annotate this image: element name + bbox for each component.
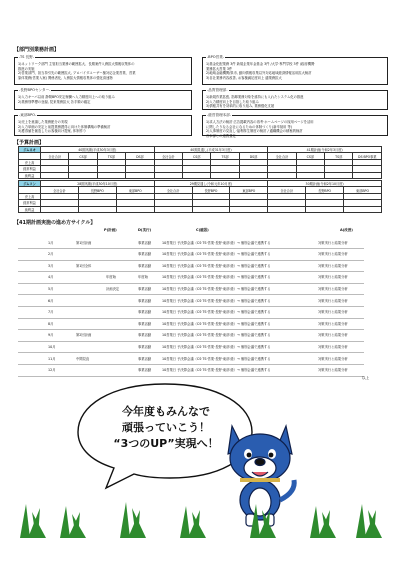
- table2-period-1: 28期実績(平成30年10月度): [41, 181, 155, 187]
- cycle-month: 7月: [48, 310, 54, 315]
- col-header: 全社合計: [154, 153, 182, 159]
- col-header: DS部: [239, 153, 267, 159]
- col-header: DS部: [126, 153, 154, 159]
- plan-box-line: 2)業務別準標の登録, 従来業務拡大 各手順の確定: [18, 99, 91, 104]
- cycle-check: 10営業日 予決算会議（CS·TS·営業·長野·東部·経）→ 個別会議で連携する: [162, 356, 271, 361]
- table1-period-1: 40期実績(平成30年3月度): [41, 147, 155, 153]
- plan-box-line: 3)情報共有を効率的に取り組み, 業務強化支援: [206, 104, 275, 109]
- cycle-do: 事業活動: [138, 356, 152, 361]
- plan-box: [202, 90, 388, 110]
- budget-table-1: [18, 146, 382, 179]
- plan-box-line: 1)新規作業拡張, 指導業務対象を維持にも入れたシステム化の推進: [206, 95, 304, 99]
- budget-table-2: [18, 180, 382, 213]
- cycle-do: 事業活動: [138, 321, 152, 326]
- cycle-month: 3月: [48, 263, 54, 268]
- plan-box-line: 2)人事制度の見直し·福利厚生制度の検討 / 適職機会の積極的検討: [206, 129, 303, 134]
- plan-box-line: 原体業務(営業入案) 関係者化, 入務拡大情報収集体の強化高速物: [18, 75, 113, 80]
- cycle-month: 6月: [48, 298, 54, 303]
- cycle-do: 事業活動: [138, 240, 152, 245]
- plan-box: [202, 57, 388, 85]
- cycle-act: 対策実行と結果分析: [318, 252, 348, 257]
- plan-box-label: -BPO営業-: [207, 55, 225, 59]
- section1-title: 【部門別業務計画】: [14, 47, 60, 53]
- cycle-do: 事業活動: [138, 298, 152, 303]
- col-header: CS部: [296, 153, 324, 159]
- cycle-do: 事業活動: [138, 368, 152, 373]
- col-header: TS部: [325, 153, 353, 159]
- row-label: 経常利益: [19, 200, 41, 206]
- cycle-check: 10営業日 予決算会議（CS·TS·営業·長野·東部·経）→ 個別会議で連携する: [162, 252, 271, 257]
- plan-box-text: [206, 62, 384, 80]
- col-header: 東部BPO: [116, 187, 154, 193]
- col-header: DS·BPO事業: [353, 153, 382, 159]
- cycle-act: 対策実行と結果分析: [318, 286, 348, 291]
- plan-box-label: -品質管理部-: [207, 88, 228, 92]
- cycle-check: 10営業日 予決算会議（CS·TS·営業·長野·東部·経）→ 個別会議で連携する: [162, 275, 271, 280]
- section2-title: 【予算計画】: [14, 140, 45, 146]
- cycle-month: 5月: [48, 286, 54, 291]
- cycle-plan-note: 第1回全体: [76, 263, 92, 268]
- cycle-check: 10営業日 予決算会議（CS·TS·営業·長野·東部·経）→ 個別会議で連携する: [162, 240, 271, 245]
- cycle-check: 10営業日 予決算会議（CS·TS·営業·長野·東部·経）→ 個別会議で連携する: [162, 263, 271, 268]
- cycle-act: 対策実行と結果分析: [318, 344, 348, 349]
- cycle-header: [18, 228, 364, 236]
- col-header: 東部BPO: [230, 187, 268, 193]
- plan-box-text: [18, 62, 188, 80]
- cycle-month: 11月: [48, 356, 56, 361]
- cycle-act: 対策実行と結果分析: [318, 298, 348, 303]
- plan-box-label: -TS 長野-: [19, 55, 35, 59]
- bubble-line3: “3つのUP”実現へ！: [113, 437, 219, 450]
- cycle-month: 10月: [48, 344, 56, 349]
- plan-box-line: 2)入力精度向上を目指した取り組み: [206, 99, 259, 104]
- cycle-plan: 計画決定: [106, 286, 120, 291]
- cycle-do: 事業活動: [138, 310, 152, 315]
- plan-box-line: 1)基金化配業務 3件 新規企業年金基金 3件 /大学·専門学校 3件 /政府機関·: [206, 62, 316, 66]
- cycle-do: 事業活動: [138, 252, 152, 257]
- cycle-act: 対策実行と結果分析: [318, 240, 348, 245]
- plan-box-line: 1)入力キーパ以前 静岡BPO安定稼働へ入力精度向上への取り組み: [18, 95, 115, 99]
- plan-box-line: 推進の実施: [18, 66, 35, 71]
- col-header: 長野BPO: [78, 187, 116, 193]
- col-header: 長野BPO: [306, 187, 344, 193]
- plan-box-line: 業務拡大営業 3件: [206, 66, 233, 71]
- cycle-do: 事業活動: [138, 286, 152, 291]
- cycle-row: [18, 364, 364, 377]
- header-do: D(実行): [138, 228, 152, 232]
- cycle-act: 対策実行と結果分析: [318, 310, 348, 315]
- cycle-month: 4月: [48, 275, 54, 280]
- plan-box: [14, 57, 192, 85]
- cycle-month: 12月: [48, 368, 56, 373]
- cycle-plan: 年度始: [106, 275, 116, 280]
- plan-box-line: 各本部との連携強化: [206, 133, 236, 138]
- cycle-check: 10営業日 予決算会議（CS·TS·営業·長野·東部·経）→ 個別会議で連携する: [162, 368, 271, 373]
- row-label: 純利益: [19, 172, 41, 178]
- col-header: 東部BPO: [344, 187, 382, 193]
- cycle-do: 年度始: [138, 275, 148, 280]
- cycle-month: 2月: [48, 252, 54, 257]
- cycle-act: 対策実行と結果分析: [318, 368, 348, 373]
- cycle-act: 対策実行と結果分析: [318, 321, 348, 326]
- header-check: C(確認): [196, 228, 209, 232]
- table2-period-3: 30期計画(令和2年10月度): [268, 181, 382, 187]
- table1-name: ジムネオ: [19, 147, 41, 153]
- col-header: CS部: [183, 153, 211, 159]
- plan-box-label: -長野BPOセンター-: [19, 88, 51, 92]
- section3-title: 【41期計画実施の進め方サイクル】: [14, 220, 96, 226]
- cycle-act: 対策実行と結果分析: [318, 263, 348, 268]
- plan-box-label: -経営管理本部-: [207, 113, 232, 117]
- table1-period-2: 40期見通し(平成31年3月度): [154, 147, 268, 153]
- cycle-do: 事業活動: [138, 263, 152, 268]
- plan-box-line: に関したりなる会社になるための体制づくり(新卒採用 等): [206, 124, 293, 129]
- plan-box-line: 3)獲得値を創造したお客様向け提案, 体制作り: [18, 129, 87, 134]
- cycle-act: 対策実行と結果分析: [318, 275, 348, 280]
- plan-box-line: 1)求人方法の検討·広告掲載内容の再考·ホームページの採用ページを活用: [206, 120, 314, 124]
- header-act: A(改善): [340, 228, 353, 232]
- col-header: 全社合計: [154, 187, 192, 193]
- col-header: 全社合計: [41, 153, 69, 159]
- cycle-check: 10営業日 予決算会議（CS·TS·営業·長野·東部·経）→ 個別会議で連携する: [162, 333, 271, 338]
- bubble-line2: 頑張っていこう！: [122, 421, 210, 434]
- cycle-check: 10営業日 予決算会議（CS·TS·営業·長野·東部·経）→ 個別会議で連携する: [162, 286, 271, 291]
- col-header: TS部: [97, 153, 125, 159]
- cycle-check: 10営業日 予決算会議（CS·TS·営業·長野·東部·経）→ 個別会議で連携する: [162, 321, 271, 326]
- col-header: CS部: [69, 153, 97, 159]
- plan-box: [202, 115, 388, 136]
- cycle-check: 10営業日 予決算会議（CS·TS·営業·長野·東部·経）→ 個別会議で連携する: [162, 310, 271, 315]
- plan-box-line: 2)営業部門、担当持引先の範囲拡大, プロバイダユーザー様対応企業営業、営業: [18, 71, 136, 76]
- cycle-do: 事業活動: [138, 333, 152, 338]
- cycle-do: 事業活動: [138, 344, 152, 349]
- row-label: 純利益: [19, 206, 41, 212]
- plan-box-label: -東部BPO-: [19, 113, 37, 117]
- header-plan: P(計画): [104, 228, 117, 232]
- plan-box-text: [18, 120, 188, 134]
- plan-box: [14, 115, 192, 136]
- row-label: 売上高: [19, 159, 41, 165]
- plan-box-text: [206, 95, 384, 109]
- col-header: 全社合計: [268, 187, 306, 193]
- cycle-act: 対策実行と結果分析: [318, 356, 348, 361]
- plan-box: [14, 90, 192, 110]
- plan-box-line: 2)入力単価の安定と前提業務獲得に向けた体制構築の準備検討: [18, 124, 111, 129]
- table2-period-2: 29期見通し(令和元年10月度): [154, 181, 268, 187]
- cycle-month: 1月: [48, 240, 54, 245]
- row-label: 経常利益: [19, 166, 41, 172]
- plan-box-line: 2)地域金融機関/県市, 動向情報収集以外対応地域経済情報活用拡大検討: [206, 71, 312, 76]
- cycle-plan-note: 第2回計画: [76, 333, 92, 338]
- table1-period-3: 41期計画(令和2年3月度): [268, 147, 382, 153]
- col-header: 長野BPO: [192, 187, 230, 193]
- col-header: TS部: [211, 153, 239, 159]
- col-header: 全社合計: [41, 187, 79, 193]
- cycle-plan-note: 中間見直: [76, 356, 90, 361]
- plan-box-line: 3)自社業務内容改善, お客様満足度向上 適業務拡大: [206, 75, 282, 80]
- cycle-check: 10営業日 予決算会議（CS·TS·営業·長野·東部·経）→ 個別会議で連携する: [162, 298, 271, 303]
- cycle-act: 対策実行と結果分析: [318, 333, 348, 338]
- grass-decoration: [0, 498, 400, 538]
- table2-name: ジムコン: [19, 181, 41, 187]
- cycle-plan-note: 第1回計画: [76, 240, 92, 245]
- plan-box-line: 1)売上を意識した業務配分の実現: [18, 120, 68, 124]
- col-header: 全社合計: [268, 153, 296, 159]
- plan-box-text: [206, 120, 384, 138]
- cycle-check: 10営業日 予決算会議（CS·TS·営業·長野·東部·経）→ 個別会議で連携する: [162, 344, 271, 349]
- footer-end: 以上: [362, 376, 370, 380]
- bubble-line1: 今年度もみんなで: [122, 405, 210, 418]
- row-label: 売上高: [19, 193, 41, 199]
- plan-box-text: [18, 95, 188, 104]
- cycle-month: 9月: [48, 333, 54, 338]
- plan-box-line: 1)ネットワーク部門 主管担当業務の範囲拡大、長期案件入務拡大情報収集体の: [18, 62, 135, 66]
- cycle-month: 8月: [48, 321, 54, 326]
